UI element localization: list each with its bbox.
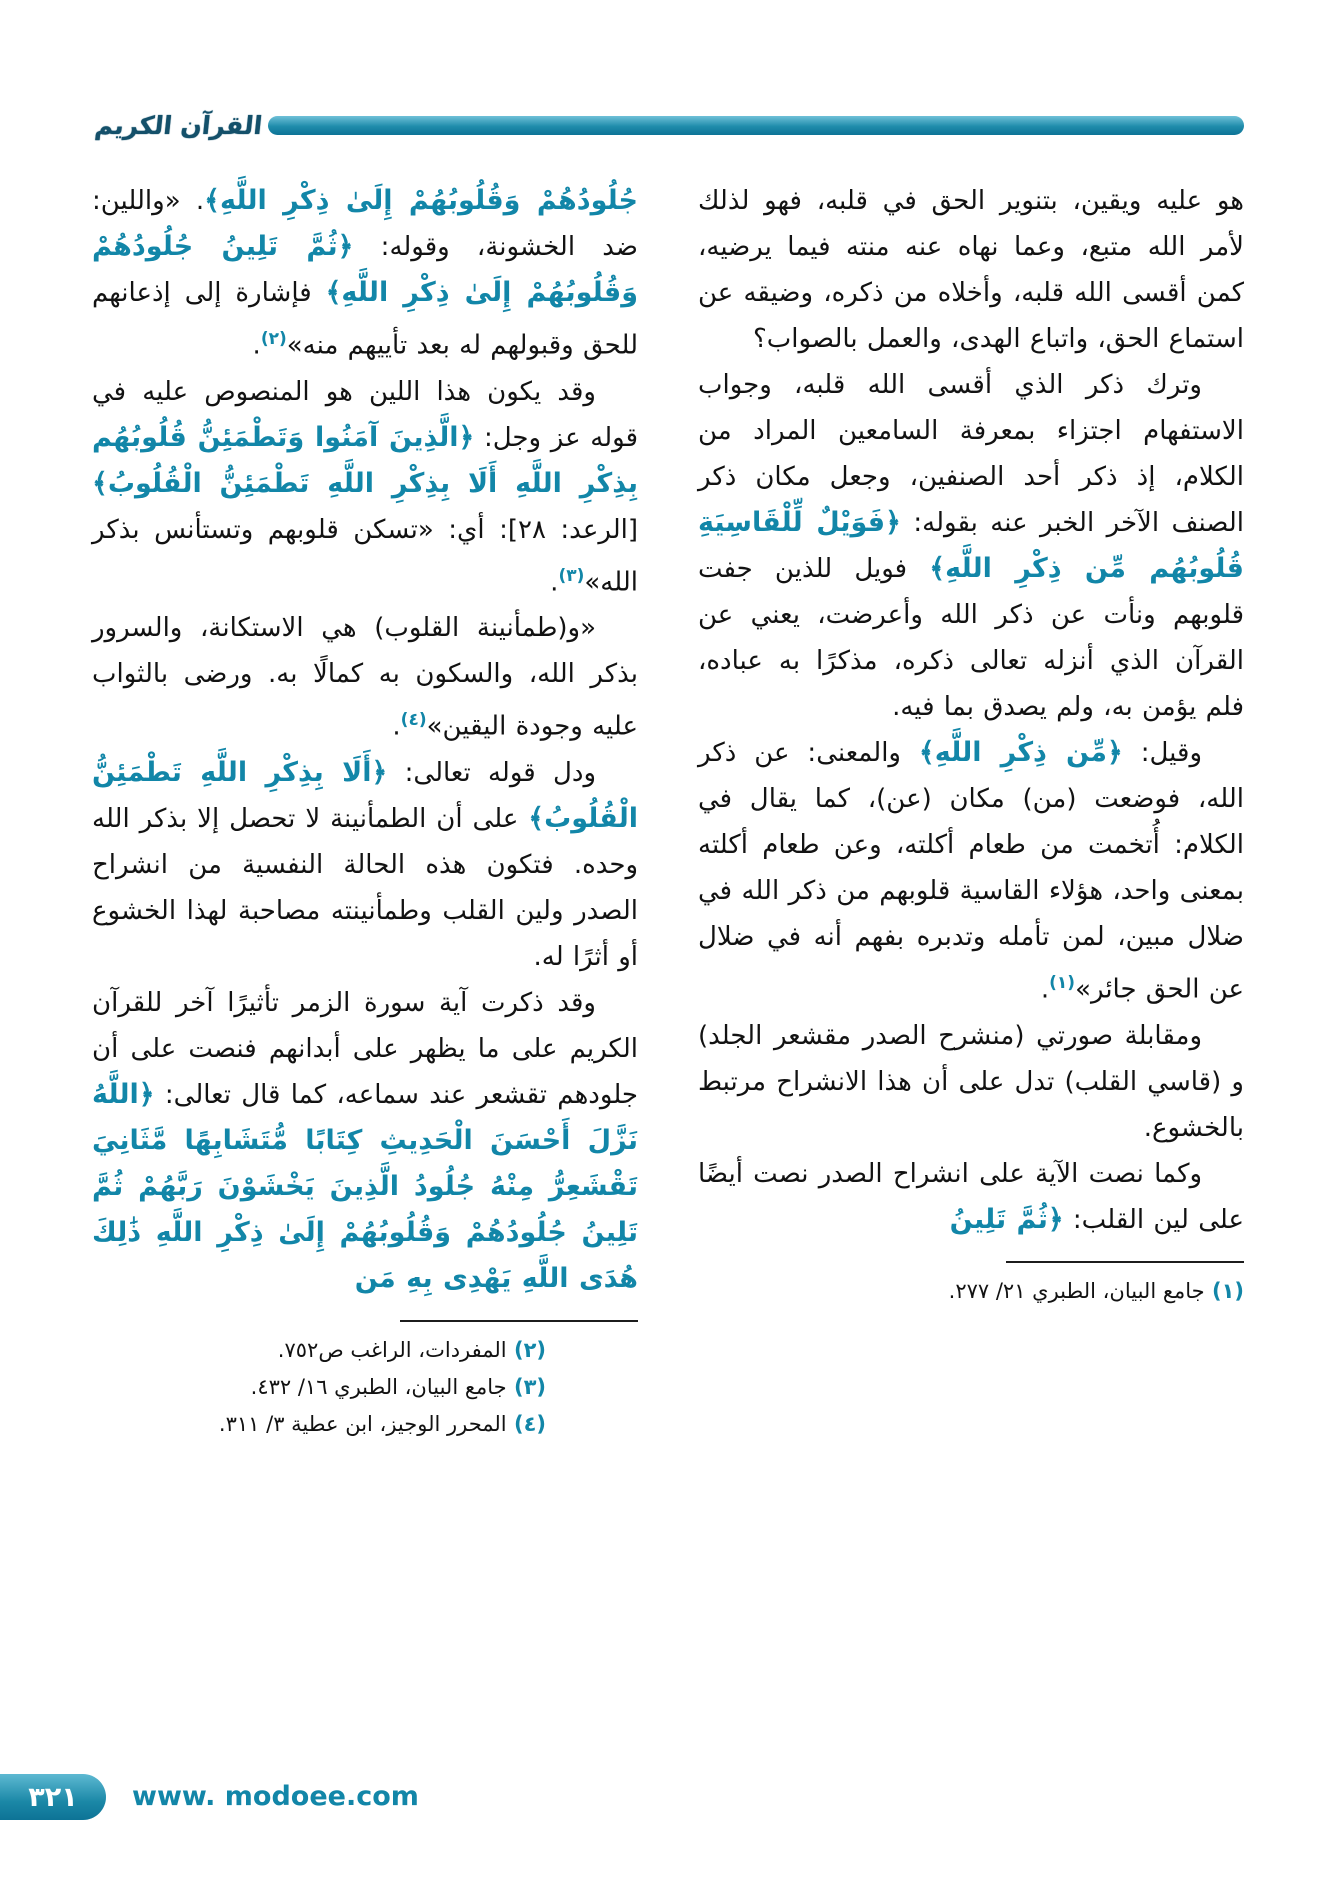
body-text: فإشارة إلى إذعانهم للحق وقبولهم له بعد تأييهم منه» xyxy=(92,278,638,361)
body-text: والمعنى: عن ذكر الله، فوضعت (من) مكان (عن)، كما يقال في الكلام: أُتخمت من طعام أكلته، وعن طعام أكلته بمعنى واحد، هؤلاء القاسية قلوبهم من ذكر الله في ضلال مبين، لمن تأمله وتدبره بفهم أنه في ضلال عن الحق جائر» xyxy=(698,738,1244,1005)
footnote-separator xyxy=(400,1320,638,1322)
body-text: هو عليه ويقين، بتنوير الحق في قلبه، فهو لذلك لأمر الله متبع، وعما نهاه عنه منته فيما يرضيه، كمن أقسى الله قلبه، وأخلاه من ذكره، وضيقه عن استماع الحق، واتباع الهدى، والعمل بالصواب؟ xyxy=(698,186,1244,354)
body-text: وترك ذكر الذي أقسى الله قلبه، وجواب الاستفهام اجتزاء بمعرفة السامعين المراد من الكلام، إذ ذكر أحد الصنفين، وجعل مكان ذكر الصنف الآخر الخبر عنه بقوله: xyxy=(698,370,1244,538)
body-text: [الرعد: ٢٨]: أي: «تسكن قلوبهم وتستأنس بذكر الله» xyxy=(92,514,638,598)
footnote xyxy=(92,1332,546,1369)
paragraph xyxy=(92,980,638,1302)
footnote-marker: (٤) xyxy=(400,710,427,731)
body-text: وقد ذكرت آية سورة الزمر تأثيرًا آخر للقرآن الكريم على ما يظهر على أبدانهم فنصت على أن جلودهم تقشعر عند سماعه، كما قال تعالى: xyxy=(92,987,638,1110)
footnote-separator xyxy=(1006,1261,1244,1263)
footnote-text: المفردات، الراغب ص٧٥٢. xyxy=(277,1337,507,1362)
footnote-text: جامع البيان، الطبري ٢١/ ٢٧٧. xyxy=(948,1278,1205,1303)
body-text: ومقابلة صورتي (منشرح الصدر مقشعر الجلد) و (قاسي القلب) تدل على أن هذا الانشراح مرتبط بالخشوع. xyxy=(698,1020,1244,1143)
quran-verse: جُلُودُهُمْ وَقُلُوبُهُمْ إِلَىٰ ذِكْرِ اللَّهِ﴾ xyxy=(204,185,638,216)
footnote xyxy=(698,1273,1244,1310)
website-link[interactable]: www. modoee.com xyxy=(132,1781,419,1812)
paragraph xyxy=(698,178,1244,362)
footnote-marker: (٣) xyxy=(558,565,585,586)
footnotes xyxy=(92,1332,638,1443)
footnote-text: جامع البيان، الطبري ١٦/ ٤٣٢. xyxy=(250,1374,507,1399)
body-text: وقد يكون هذا اللين هو المنصوص عليه في قوله عز وجل: xyxy=(92,376,639,453)
footnote-number: (١) xyxy=(1204,1278,1244,1303)
body-text: «و(طمأنينة القلوب) هي الاستكانة، والسرور بذكر الله، والسكون به كمالًا به. ورضى بالثواب عليه وجودة اليقين» xyxy=(92,613,638,742)
quran-verse: ﴿فَوَيْلٌ لِّلْقَاسِيَةِ قُلُوبُهُم مِّن ذِكْرِ اللَّهِ﴾ xyxy=(698,507,1244,584)
quran-verse: ﴿ثُمَّ تَلِينُ جُلُودُهُمْ وَقُلُوبُهُمْ إِلَىٰ ذِكْرِ اللَّهِ﴾ xyxy=(92,231,638,308)
body-text: . xyxy=(252,330,261,361)
body-text: وقيل: xyxy=(1122,738,1203,768)
paragraph xyxy=(698,730,1244,1013)
paragraph xyxy=(92,750,638,980)
quran-verse: ﴿ثُمَّ تَلِينُ xyxy=(949,1203,1064,1235)
column-right xyxy=(698,178,1244,1443)
paragraph xyxy=(92,178,638,369)
footnote-text: المحرر الوجيز، ابن عطية ٣/ ٣١١. xyxy=(218,1411,507,1436)
paragraph xyxy=(92,605,638,750)
quran-verse: ﴿الَّذِينَ آمَنُوا وَتَطْمَئِنُّ قُلُوبُهُم بِذِكْرِ اللَّهِ أَلَا بِذِكْرِ اللَّهِ تَطْمَئِنُّ الْقُلُوبُ﴾ xyxy=(92,421,638,499)
column-left xyxy=(92,178,638,1443)
page-number: ٣٢١ xyxy=(28,1781,78,1813)
page-number-badge xyxy=(0,1774,106,1820)
quran-verse: ﴿اللَّهُ نَزَّلَ أَحْسَنَ الْحَدِيثِ كِتَابًا مُّتَشَابِهًا مَّثَانِيَ تَقْشَعِرُّ مِنْهُ جُلُودُ الَّذِينَ يَخْشَوْنَ رَبَّهُمْ ثُمَّ تَلِينُ جُلُودُهُمْ وَقُلُوبُهُمْ إِلَىٰ ذِكْرِ اللَّهِ ذَٰلِكَ هُدَى اللَّهِ يَهْدِى بِهِ مَن xyxy=(92,1078,638,1294)
quran-verse: ﴿مِّن ذِكْرِ اللَّهِ﴾ xyxy=(918,737,1123,768)
text-columns xyxy=(92,178,1244,1443)
footnote xyxy=(92,1406,546,1443)
footnotes xyxy=(698,1273,1244,1310)
paragraph xyxy=(698,1013,1244,1151)
body-text: ودل قوله تعالى: xyxy=(387,757,597,788)
footnote xyxy=(92,1369,546,1406)
paragraph xyxy=(698,362,1244,730)
header-rule-bar xyxy=(268,116,1244,135)
body-text: فويل للذين جفت قلوبهم ونأت عن ذكر الله وأعرضت، يعني عن القرآن الذي أنزله تعالى ذكره، مذكرًا به عباده، فلم يؤمن به، ولم يصدق بما فيه. xyxy=(698,554,1244,722)
body-text: . «واللين: ضد الخشونة، وقوله: xyxy=(92,186,638,262)
footnote-marker: (٢) xyxy=(260,329,287,349)
quran-calligraphy-logo: القرآن الكريم xyxy=(93,110,264,140)
body-text: . xyxy=(1040,974,1050,1005)
body-text: . xyxy=(392,711,401,742)
footnote-marker: (١) xyxy=(1049,973,1076,993)
paragraph xyxy=(698,1151,1244,1243)
footnote-number: (٤) xyxy=(506,1411,546,1436)
footnote-number: (٢) xyxy=(506,1337,546,1362)
body-text: على أن الطمأنينة لا تحصل إلا بذكر الله وحده. فتكون هذه الحالة النفسية من انشراح الصدر ولين القلب وطمأنينته مصاحبة لهذا الخشوع أو أثرًا له. xyxy=(92,803,638,972)
quran-verse: ﴿أَلَا بِذِكْرِ اللَّهِ تَطْمَئِنُّ الْقُلُوبُ﴾ xyxy=(92,756,638,834)
page-header xyxy=(95,108,1244,142)
body-text: وكما نصت الآية على انشراح الصدر نصت أيضًا على لين القلب: xyxy=(698,1158,1244,1235)
footnote-number: (٣) xyxy=(506,1374,546,1399)
paragraph xyxy=(92,369,638,606)
body-text: . xyxy=(550,567,559,598)
